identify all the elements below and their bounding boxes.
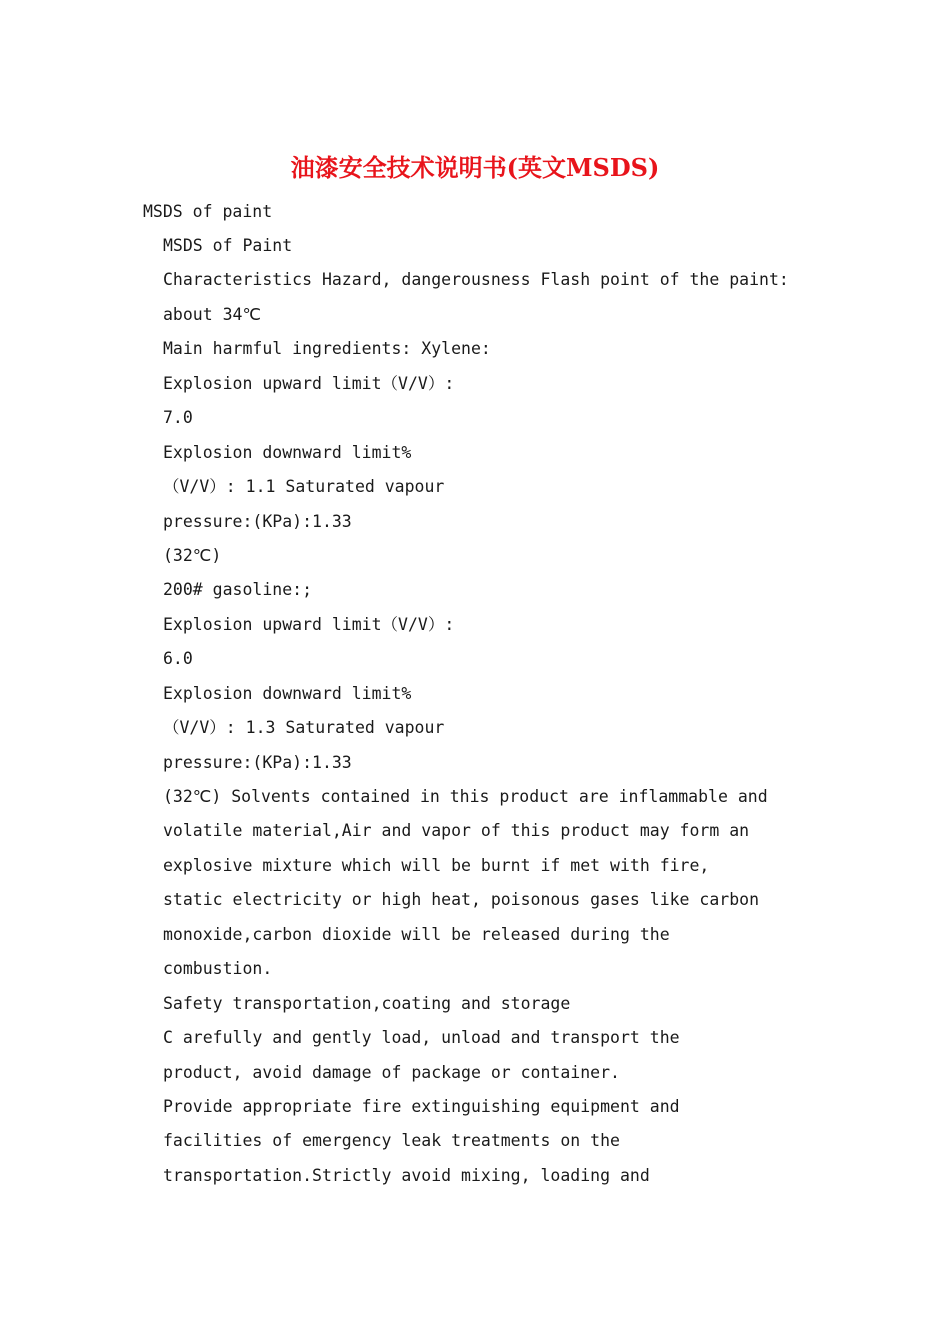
text-line: (32℃) [163, 545, 222, 565]
text-line: Provide appropriate fire extinguishing equipment and [163, 1096, 680, 1116]
text-line: Explosion upward limit（V/V）: [163, 614, 455, 634]
text-line: product, avoid damage of package or container. [163, 1062, 620, 1082]
text-line: Explosion downward limit% [163, 442, 412, 462]
text-line: MSDS of Paint [163, 236, 293, 255]
document-body [163, 231, 863, 1195]
text-line: explosive mixture which will be burnt if met with fire, [163, 855, 710, 875]
text-line: Explosion downward limit% [163, 683, 412, 703]
text-line: Explosion upward limit（V/V）: [163, 373, 455, 393]
text-line: （V/V）: 1.1 Saturated vapour [163, 477, 445, 497]
document-subtitle-line: MSDS of paint [143, 202, 273, 221]
text-line: Main harmful ingredients: Xylene: [163, 339, 491, 359]
text-line: C arefully and gently load, unload and transport the [163, 1028, 680, 1048]
text-line: 200# gasoline:; [163, 580, 313, 600]
text-line: monoxide,carbon dioxide will be released during the [163, 924, 670, 944]
text-line: volatile material,Air and vapor of this product may form an [163, 821, 750, 841]
text-line: 7.0 [163, 408, 193, 428]
text-line: pressure:(KPa):1.33 [163, 511, 352, 531]
text-line: Safety transportation,coating and storage [163, 993, 571, 1013]
text-line: combustion. [163, 959, 273, 979]
text-line: facilities of emergency leak treatments on the [163, 1131, 620, 1151]
text-line: static electricity or high heat, poisonous gases like carbon [163, 890, 760, 910]
document-title: 油漆安全技术说明书(英文MSDS) [290, 153, 660, 182]
text-line: （V/V）: 1.3 Saturated vapour [163, 718, 445, 738]
text-line: Characteristics Hazard, dangerousness Flash point of the paint: [163, 270, 789, 290]
text-line: transportation.Strictly avoid mixing, loading and [163, 1165, 650, 1185]
text-line: about 34℃ [163, 304, 262, 324]
text-line: (32℃) Solvents contained in this product are inflammable and [163, 787, 768, 806]
text-line: 6.0 [163, 649, 193, 669]
text-line: pressure:(KPa):1.33 [163, 752, 352, 772]
